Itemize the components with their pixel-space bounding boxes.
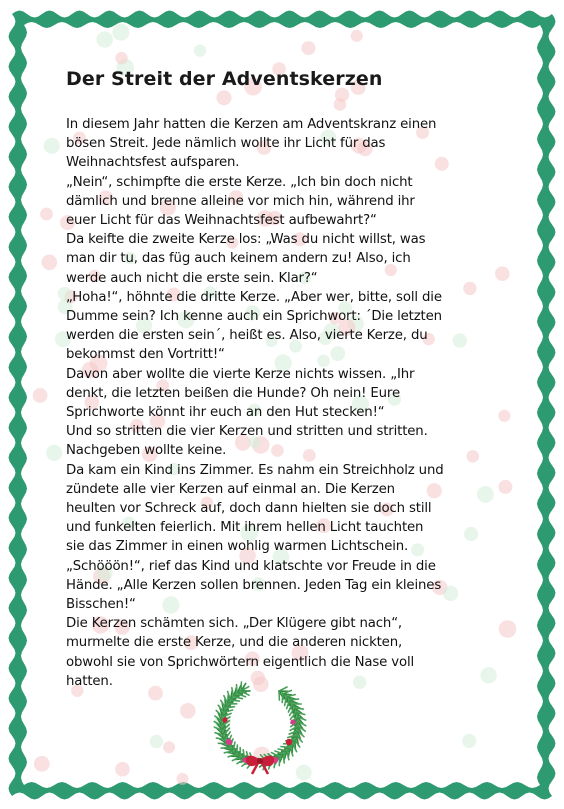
story-line: „Hoha!“, höhnte die dritte Kerze. „Aber wer, bitte, soll die bbox=[66, 289, 442, 305]
story-line: Hände. „Alle Kerzen sollen brennen. Jeden Tag ein kleines bbox=[66, 577, 442, 593]
story-line: zündete alle vier Kerzen auf einmal an. Die Kerzen bbox=[66, 481, 395, 497]
story-line: man dir tu, das füg auch keinem andern zu! Also, ich bbox=[66, 251, 411, 267]
story-line: Dumme sein? Ich kenne auch ein Sprichwort: ´Die letzten bbox=[66, 309, 442, 325]
story-line: und funkelten feierlich. Mit ihrem hellen Licht tauchten bbox=[66, 520, 424, 536]
story-line: Da keifte die zweite Kerze los: „Was du nicht willst, was bbox=[66, 232, 426, 248]
story-line: bösen Streit. Jede nämlich wollte ihr Licht für das bbox=[66, 136, 386, 152]
story-line: dämlich und brenne alleine vor mich hin, während ihr bbox=[66, 193, 415, 209]
story-line: Davon aber wollte die vierte Kerze nichts wissen. „Ihr bbox=[66, 366, 415, 382]
story-line: hatten. bbox=[66, 673, 113, 689]
story-panel bbox=[66, 66, 506, 691]
page-title: Der Streit der Adventskerzen bbox=[66, 68, 383, 90]
story-line: obwohl sie von Sprichwörtern eigentlich die Nase voll bbox=[66, 654, 415, 670]
story-line: Die Kerzen schämten sich. „Der Klügere gibt nach“, bbox=[66, 616, 403, 632]
story-line: heulten vor Schreck auf, doch dann hielten sie doch still bbox=[66, 501, 432, 517]
story-line: Nachgeben wollte keine. bbox=[66, 443, 227, 459]
story-line: murmelte die erste Kerze, und die anderen nickten, bbox=[66, 635, 403, 651]
story-line: werden die ersten sein´, heißt es. Also, vierte Kerze, du bbox=[66, 328, 428, 344]
story-line: sie das Zimmer in einen wohlig warmen Lichtschein. bbox=[66, 539, 409, 555]
story-line: denkt, die letzten beißen die Hunde? Oh nein! Eure bbox=[66, 385, 400, 401]
story-line: Und so stritten die vier Kerzen und stritten und stritten. bbox=[66, 424, 428, 440]
story-line: In diesem Jahr hatten die Kerzen am Adventskranz einen bbox=[66, 117, 437, 132]
story-line: „Nein“, schimpfte die erste Kerze. „Ich bin doch nicht bbox=[66, 174, 413, 190]
story-line: Sprichworte könnt ihr euch an den Hut stecken!“ bbox=[66, 405, 385, 421]
story-line: Weihnachtsfest aufsparen. bbox=[66, 155, 240, 171]
story-line: Da kam ein Kind ins Zimmer. Es nahm ein Streichholz und bbox=[66, 462, 444, 478]
story-line: Bisschen!“ bbox=[66, 597, 136, 613]
story-text bbox=[66, 115, 506, 691]
story-line: bekommst den Vortritt!“ bbox=[66, 347, 225, 363]
story-line: euer Licht für das Weihnachtsfest aufbewahrt?“ bbox=[66, 213, 377, 229]
story-line: „Schööön!“, rief das Kind und klatschte vor Freude in die bbox=[66, 558, 436, 574]
advent-wreath-icon bbox=[205, 680, 315, 775]
story-line: werde auch nicht die erste sein. Klar?“ bbox=[66, 270, 318, 286]
